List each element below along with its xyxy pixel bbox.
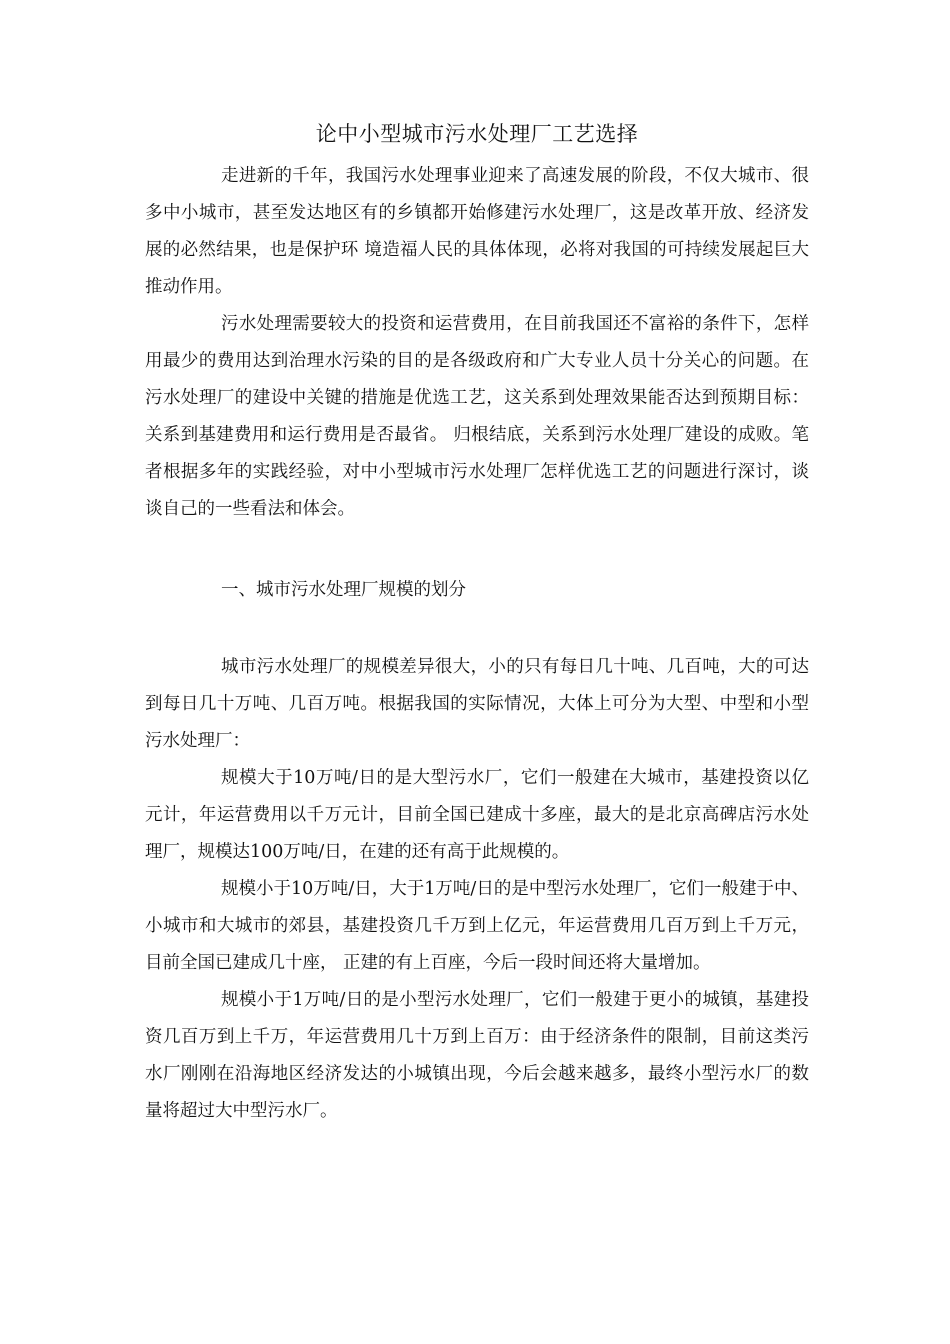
section-heading: 一、城市污水处理厂规模的划分 — [221, 580, 466, 600]
intro-paragraph-2: 污水处理需要较大的投资和运营费用，在目前我国还不富裕的条件下，怎样用最少的费用达到治理水污染的目的是各级政府和广大专业人员十分关心的问题。在污水处理厂的建设中关键的措施是优选工艺，这关系到处理效果能否达到预期目标：关系到基建费用和运行费用是否最省。 归根结底，关系到污水处理厂建设的成败。笔者根据多年的实践经验，对中小型城市污水处理厂怎样优选工艺的问题进行深讨，谈谈自己的一些看法和体会。 — [145, 314, 809, 519]
spacer — [145, 528, 809, 572]
section-paragraph-1: 城市污水处理厂的规模差异很大，小的只有每日几十吨、几百吨，大的可达到每日几十万吨、几百万吨。根据我国的实际情况，大体上可分为大型、中型和小型污水处理厂： — [145, 657, 809, 751]
section-paragraph-4: 规模小于1万吨/日的是小型污水处理厂，它们一般建于更小的城镇，基建投资几百万到上千万，年运营费用几十万到上百万：由于经济条件的限制，目前这类污水厂刚刚在沿海地区经济发达的小城镇出现，今后会越来越多，最终小型污水厂的数量将超过大中型污水厂。 — [145, 990, 809, 1121]
intro-paragraph-1: 走进新的千年，我国污水处理事业迎来了高速发展的阶段，不仅大城市、很多中小城市，甚至发达地区有的乡镇都开始修建污水处理厂，这是改革开放、经济发展的必然结果，也是保护环 境造福人民的具体体现，必将对我国的可持续发展起巨大推动作用。 — [145, 166, 809, 297]
spacer — [145, 609, 809, 649]
document-title: 论中小型城市污水处理厂工艺选择 — [315, 122, 639, 146]
section-paragraph-2: 规模大于10万吨/日的是大型污水厂，它们一般建在大城市，基建投资以亿元计，年运营费用以千万元计，目前全国已建成十多座，最大的是北京高碑店污水处理厂，规模达100万吨/日，在建的还有高于此规模的。 — [145, 768, 809, 862]
document-body — [145, 116, 809, 1130]
section-paragraph-3: 规模小于10万吨/日，大于1万吨/日的是中型污水处理厂，它们一般建于中、小城市和大城市的郊县，基建投资几千万到上亿元，年运营费用几百万到上千万元，目前全国已建成几十座， 正建的有上百座，今后一段时间还将大量增加。 — [145, 879, 809, 973]
